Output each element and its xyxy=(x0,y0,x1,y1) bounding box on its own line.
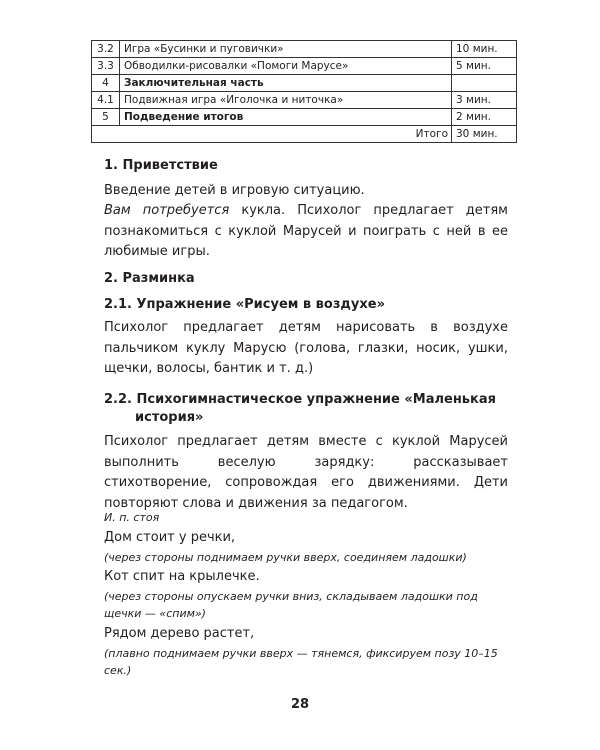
poem-line-1: Дом стоит у речки, xyxy=(104,530,236,545)
table-row xyxy=(92,109,517,126)
table-total-row xyxy=(92,126,517,143)
row-number: 4 xyxy=(92,75,120,92)
subsection-heading-story-line1: 2.2. Психогимнастическое упражнение «Маленькая xyxy=(104,392,496,407)
lesson-plan-table xyxy=(91,40,517,143)
greeting-intro: Введение детей в игровую ситуацию. xyxy=(104,183,365,198)
row-time: 3 мин. xyxy=(452,92,517,109)
row-time: 5 мин. xyxy=(452,58,517,75)
row-activity: Заключительная часть xyxy=(120,75,452,92)
row-number: 5 xyxy=(92,109,120,126)
poem-note-1: (через стороны поднимаем ручки вверх, соединяем ладошки) xyxy=(104,551,467,564)
table-row xyxy=(92,92,517,109)
poem-start-position: И. п. стоя xyxy=(104,511,160,524)
row-time: 10 мин. xyxy=(452,41,517,58)
subsection-text-draw: Психолог предлагает детям нарисовать в воздухе пальчиком куклу Марусю (голова, глазки, носик, ушки, щечки, волосы, бантик и т. д.) xyxy=(104,320,508,376)
subsection-heading-story xyxy=(104,391,508,427)
section-heading-greeting: 1. Приветствие xyxy=(104,158,218,173)
poem-line-3: Рядом дерево растет, xyxy=(104,626,255,641)
row-number: 3.2 xyxy=(92,41,120,58)
row-activity: Обводилки-рисовалки «Помоги Марусе» xyxy=(120,58,452,75)
row-activity: Подвижная игра «Иголочка и ниточка» xyxy=(120,92,452,109)
table-row xyxy=(92,58,517,75)
poem-note-2: (через стороны опускаем ручки вниз, складываем ладошки под щечки — «спим») xyxy=(104,590,478,620)
row-time: 2 мин. xyxy=(452,109,517,126)
section-heading-warmup: 2. Разминка xyxy=(104,271,195,286)
subsection-text-story: Психолог предлагает детям вместе с куклой Марусей выполнить веселую зарядку: рассказывает стихотворение, сопровождая его движениями. Дети повторяют слова и движения за педагогом. xyxy=(104,434,508,511)
greeting-italic: Вам потребуется xyxy=(104,203,230,218)
greeting-paragraph xyxy=(104,201,508,263)
table-row xyxy=(92,75,517,92)
row-number: 3.3 xyxy=(92,58,120,75)
poem-line-2: Кот спит на крылечке. xyxy=(104,569,260,584)
subsection-heading-story-line2: история» xyxy=(135,410,204,425)
page-number: 28 xyxy=(290,697,310,712)
poem-note-3: (плавно поднимаем ручки вверх — тянемся, фиксируем позу 10–15 сек.) xyxy=(104,647,498,677)
total-label: Итого xyxy=(92,126,452,143)
row-time xyxy=(452,75,517,92)
table-row xyxy=(92,41,517,58)
subsection-heading-draw: 2.1. Упражнение «Рисуем в воздухе» xyxy=(104,297,385,312)
greeting-text: кукла. Психолог предлагает детям познакомиться с куклой Марусей и поиграть с ней в ее любимые игры. xyxy=(104,203,508,259)
row-activity: Игра «Бусинки и пуговички» xyxy=(120,41,452,58)
total-time: 30 мин. xyxy=(452,126,517,143)
row-activity: Подведение итогов xyxy=(120,109,452,126)
row-number: 4.1 xyxy=(92,92,120,109)
